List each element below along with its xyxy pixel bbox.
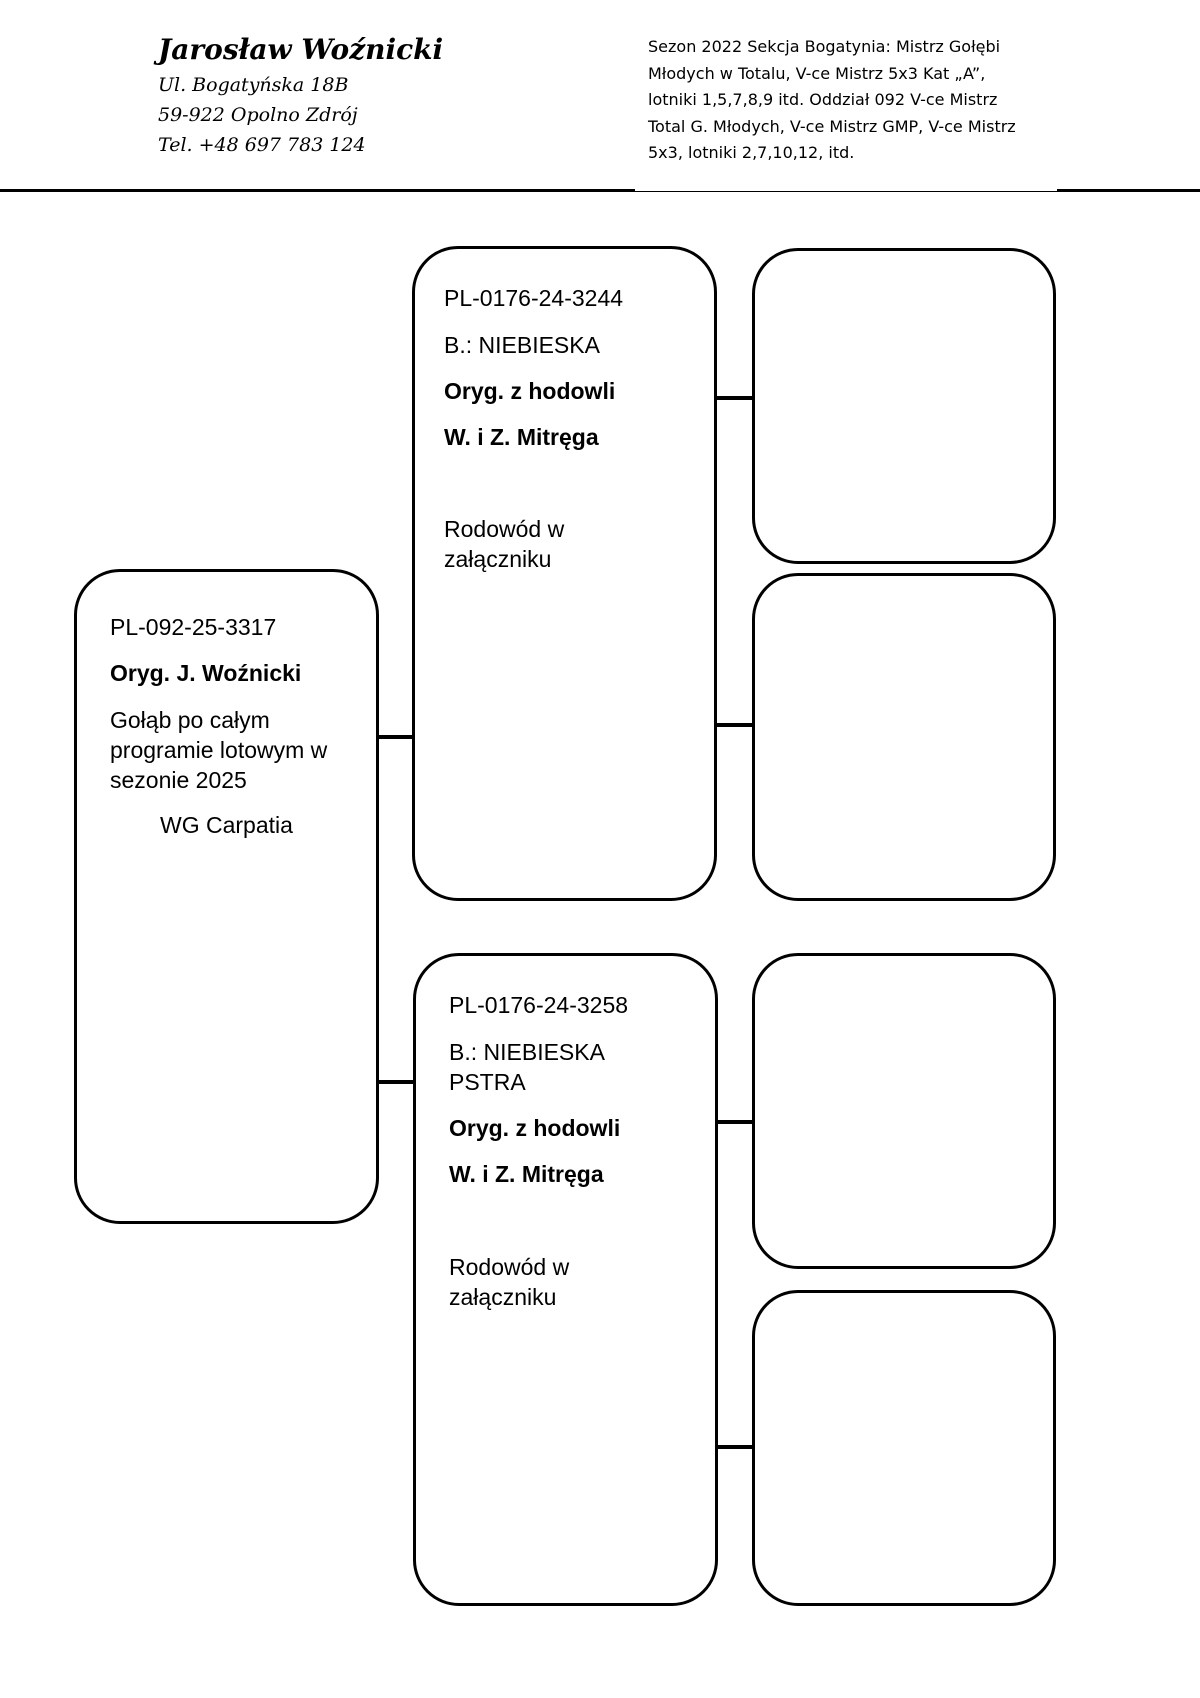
sire-color: B.: NIEBIESKA — [444, 332, 600, 358]
dam-ring: PL-0176-24-3258 — [449, 992, 629, 1018]
connector-sire-to-grandsire — [717, 396, 752, 400]
pigeon-description-line: Gołąb po całym — [110, 707, 270, 733]
pigeon-ring: PL-092-25-3317 — [110, 614, 277, 640]
connector-sire-to-granddam — [717, 723, 752, 727]
maternal-grandsire-box — [752, 953, 1056, 1269]
owner-name: Jarosław Woźnicki — [158, 33, 444, 66]
sire-ring: PL-0176-24-3244 — [444, 285, 624, 311]
achievement-line: Młodych w Totalu, V-ce Mistrz 5x3 Kat „A”, — [648, 63, 986, 83]
pigeon-note: WG Carpatia — [160, 812, 293, 838]
dam-pedigree-line: załączniku — [449, 1284, 557, 1310]
connector-dam-to-grandsire — [718, 1120, 752, 1124]
header-divider-middle — [635, 191, 1057, 192]
paternal-grandsire-box — [752, 248, 1056, 564]
achievement-line: lotniki 1,5,7,8,9 itd. Oddział 092 V-ce Mistrz — [648, 90, 998, 109]
dam-pedigree-line: Rodowód w — [449, 1254, 570, 1280]
pigeon-origin: Oryg. J. Woźnicki — [110, 660, 302, 686]
achievements-block — [648, 34, 1048, 167]
paternal-granddam-box — [752, 573, 1056, 901]
owner-phone: Tel. +48 697 783 124 — [158, 134, 366, 156]
dam-color — [449, 1037, 605, 1097]
sire-pedigree-line: Rodowód w — [444, 516, 565, 542]
sire-pedigree-note — [444, 514, 564, 574]
connector-dam-to-granddam — [718, 1445, 752, 1449]
pigeon-description-line: sezonie 2025 — [110, 767, 247, 793]
dam-color-line: B.: NIEBIESKA — [449, 1039, 605, 1065]
header-divider-left — [0, 189, 635, 192]
sire-breeder: W. i Z. Mitręga — [444, 424, 599, 450]
sire-origin-label: Oryg. z hodowli — [444, 378, 616, 404]
dam-color-line: PSTRA — [449, 1069, 526, 1095]
achievement-line: Total G. Młodych, V-ce Mistrz GMP, V-ce Mistrz — [648, 116, 1016, 136]
achievement-line: Sezon 2022 Sekcja Bogatynia: Mistrz Gołębi — [648, 37, 1001, 56]
sire-pedigree-line: załączniku — [444, 546, 552, 572]
dam-pedigree-note — [449, 1252, 569, 1312]
owner-city: 59-922 Opolno Zdrój — [158, 104, 358, 126]
header-divider-right — [1057, 189, 1200, 192]
owner-street: Ul. Bogatyńska 18B — [158, 74, 349, 96]
owner-info — [158, 30, 443, 160]
achievement-line: 5x3, lotniki 2,7,10,12, itd. — [648, 143, 855, 162]
pigeon-description-line: programie lotowym w — [110, 737, 328, 763]
dam-origin-label: Oryg. z hodowli — [449, 1115, 621, 1141]
pigeon-description — [110, 705, 327, 795]
maternal-granddam-box — [752, 1290, 1056, 1606]
connector-main-to-dam — [379, 1080, 413, 1084]
dam-breeder: W. i Z. Mitręga — [449, 1161, 604, 1187]
connector-main-to-sire — [379, 735, 412, 739]
